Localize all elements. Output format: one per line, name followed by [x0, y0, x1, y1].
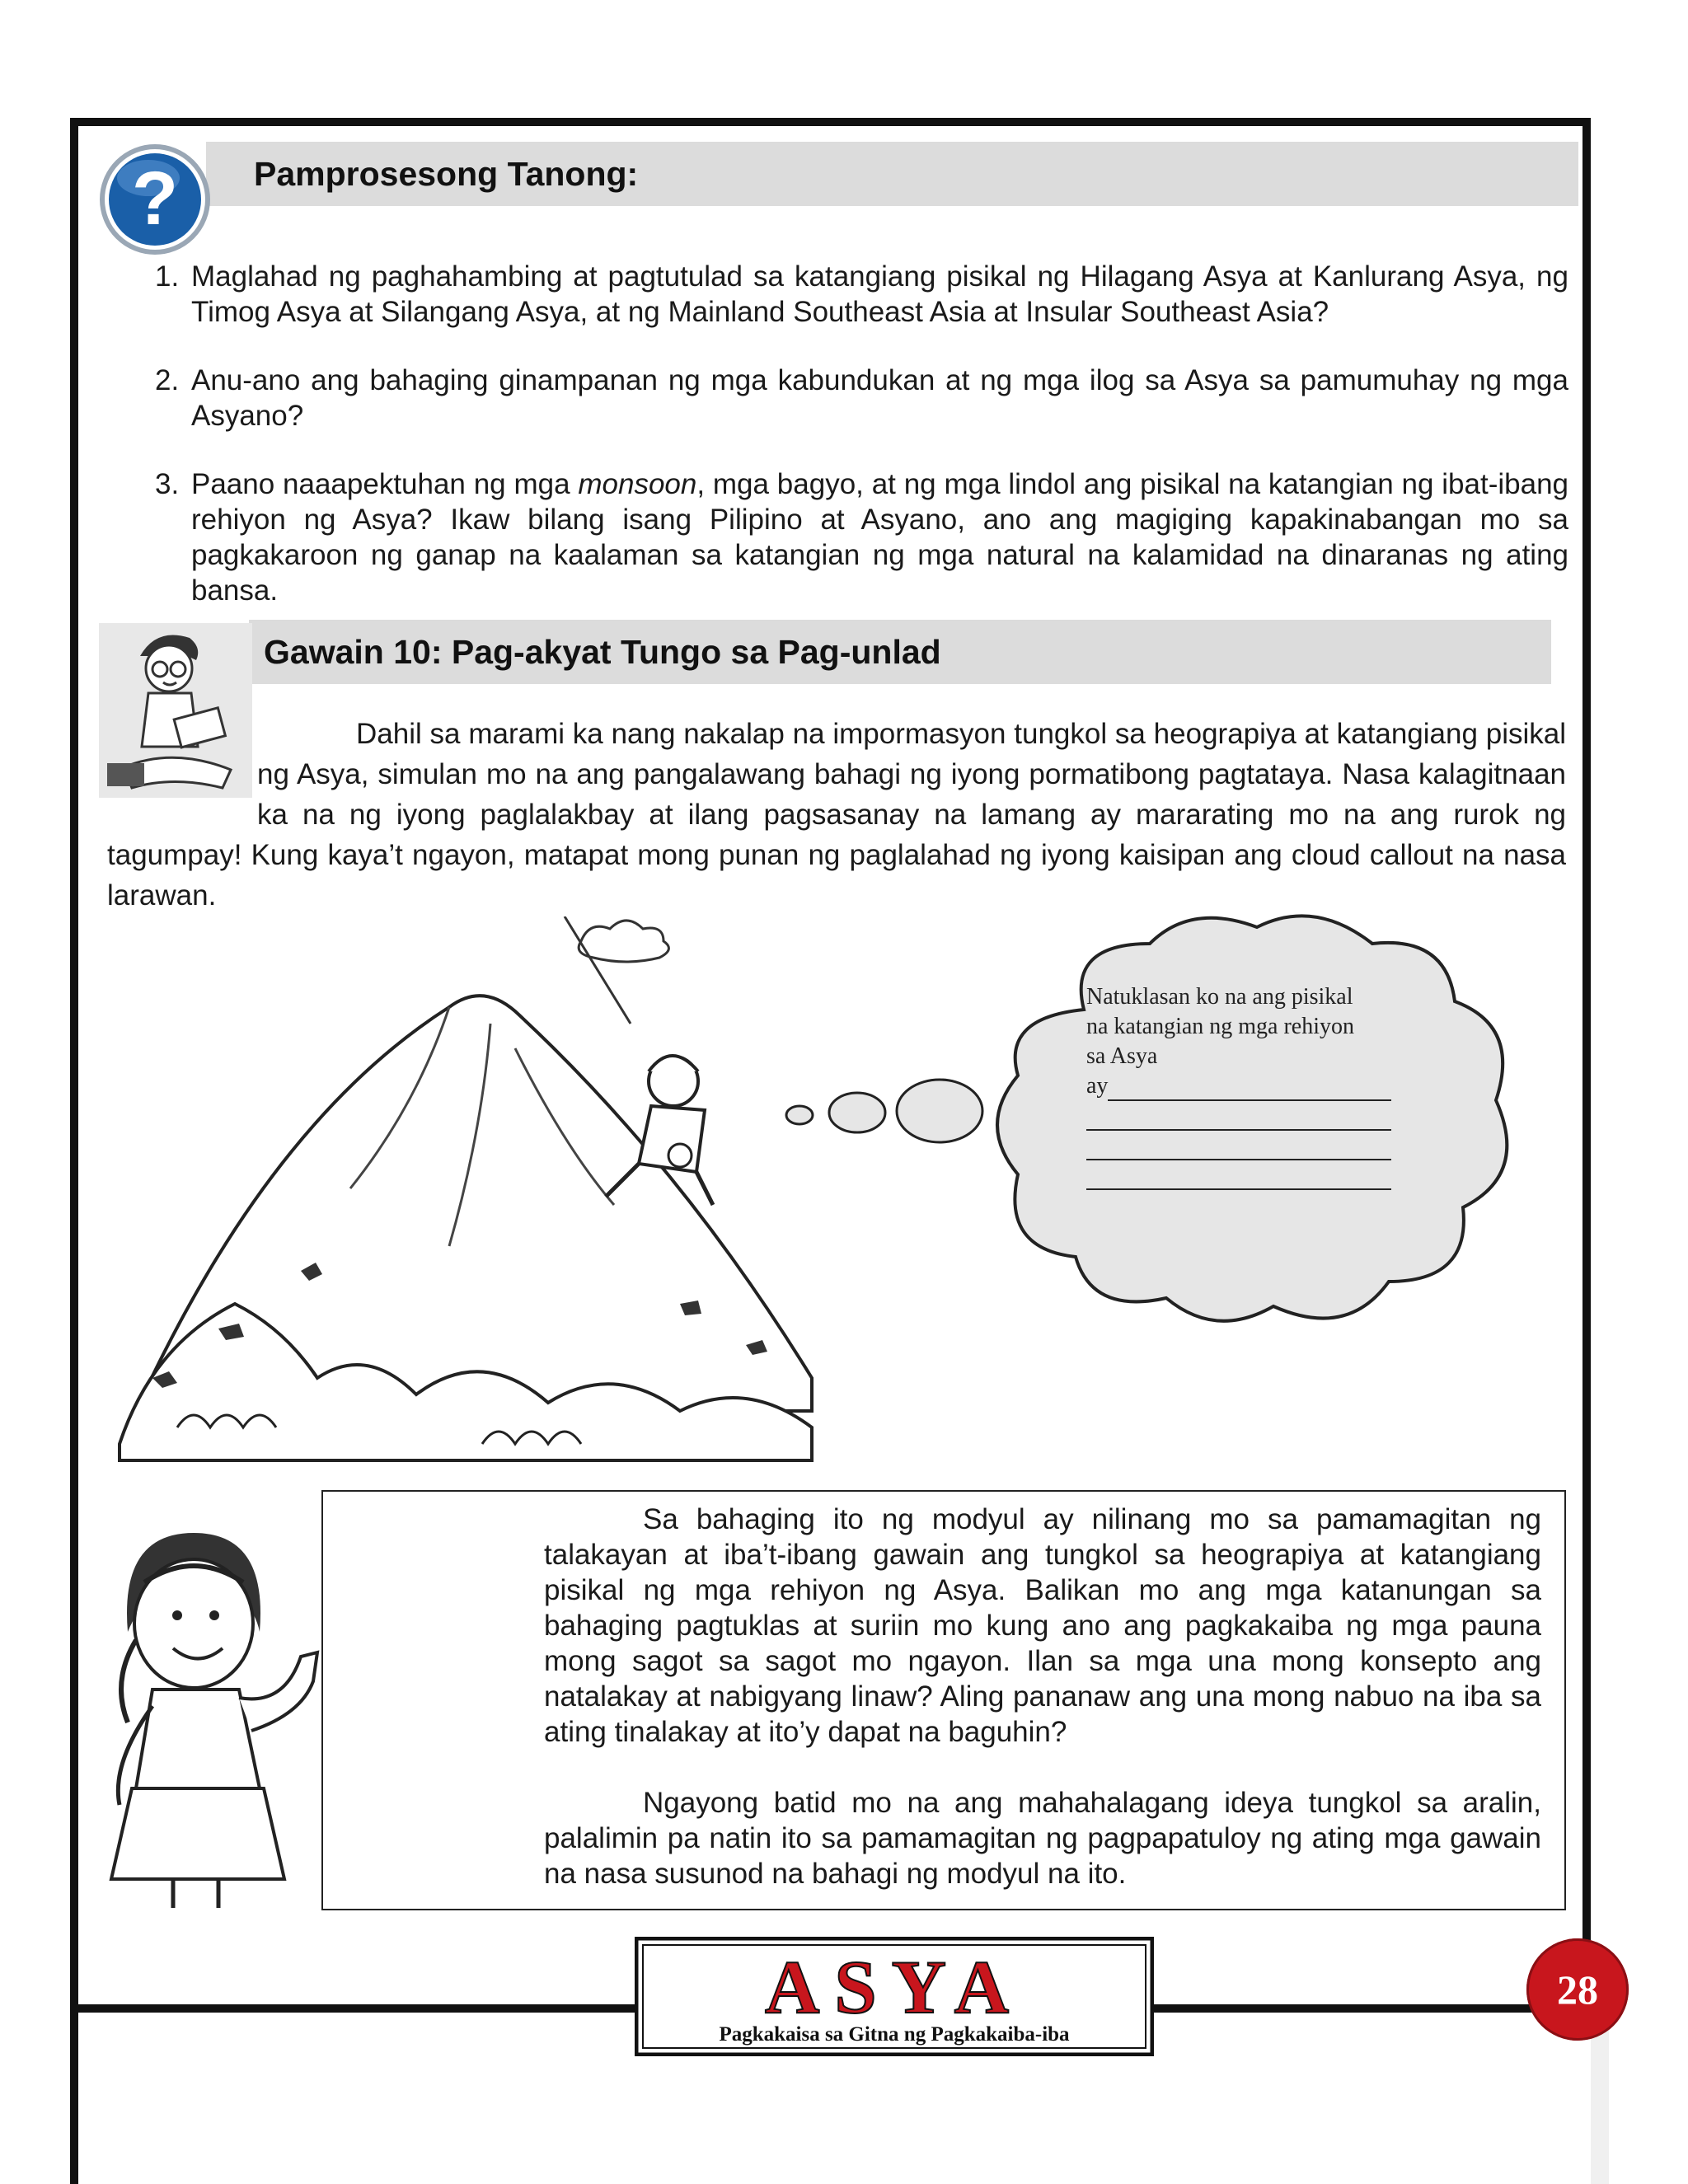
question-text-part: , mga bagyo, at ng mga lindol ang pisikal na katangian ng ibat-ibang rehiyon ng Asya? Ikaw bilang isang Pilipino at Asyano, ano ang magiging kapakinabangan mo sa pagkakaroon ng ganap na kaalaman sa katangian ng mga natural na kalamidad na dinaranas ng ating bansa.	[191, 468, 1569, 607]
blank-line[interactable]	[1086, 1131, 1391, 1160]
logo-title: ASYA	[764, 1945, 1025, 2029]
question-number: 2.	[155, 364, 180, 396]
section-title: Gawain 10: Pag-akyat Tungo sa Pag-unlad	[264, 632, 941, 671]
instructions-text: Dahil sa marami ka nang nakalap na impormasyon tungkol sa heograpiya at katangiang pisikal ng Asya, simulan mo na ang pangalawang bahagi ng iyong pormatibong pagtataya. Nasa kalagitnaan ka na ng iyong paglalakbay at ilang pagsasanay na lamang ay mararating mo na ang rurok ng tagumpay! Kung kaya’t ngayon, matapat mong punan ng paglalahad ng iyong kaisipan ang cloud callout na nasa larawan.	[107, 718, 1566, 912]
mountain-climber-illustration	[103, 916, 927, 1477]
cloud-line: sa Asya	[1086, 1043, 1158, 1069]
thought-bubbles	[775, 1063, 989, 1154]
cloud-line: Natuklasan ko na ang pisikal	[1086, 984, 1353, 1010]
question-item	[155, 363, 1568, 434]
cloud-line: ay	[1086, 1073, 1109, 1099]
page-frame-top	[70, 118, 1591, 126]
question-text	[191, 466, 1568, 608]
summary-paragraph: Ngayong batid mo na ang mahahalagang ideya tungkol sa aralin, palalimin pa natin ito sa pamamagitan ng pagpapatuloy ng ating mga gawain na nasa susunod na bahagi ng modyul na ito.	[544, 1787, 1541, 1890]
section-heading-gawain-10	[249, 620, 1551, 684]
summary-text	[544, 1502, 1541, 1927]
blank-line[interactable]	[1086, 1101, 1391, 1131]
question-item	[155, 466, 1568, 608]
question-number: 1.	[155, 260, 180, 293]
summary-paragraph: Sa bahaging ito ng modyul ay nilinang mo sa pamamagitan ng talakayan at iba’t-ibang gawain ang tungkol sa heograpiya at katangiang pisikal ng mga rehiyon ng Asya. Balikan mo ang mga katanungan sa bahaging pagtuklas at suriin mo kung ano ang pagkakaiba ng mga pauna mong sagot sa sagot mo ngayon. Ilan sa mga una mong konsepto ang natalakay at nabigyang linaw? Aling pananaw ang una mong nabuo na iba sa ating tinalakay at ito’y dapat na baguhin?	[544, 1503, 1541, 1748]
question-text: Maglahad ng paghahambing at pagtutulad sa katangiang pisikal ng Hilagang Asya at Kanlurang Asya, ng Timog Asya at Silangang Asya, at ng Mainland Southeast Asia at Insular Southeast Asia?	[191, 260, 1568, 328]
cloud-line: na katangian ng mga rehiyon	[1086, 1014, 1355, 1039]
page-number-badge	[1526, 1938, 1629, 2041]
question-text: Anu-ano ang bahaging ginampanan ng mga kabundukan at ng mga ilog sa Asya sa pamumuhay ng mga Asyano?	[191, 364, 1568, 432]
cloud-answer-line	[1086, 1071, 1391, 1101]
page-frame-right	[1582, 118, 1591, 2019]
page-edge-shade	[1591, 2013, 1609, 2184]
question-number: 3.	[155, 468, 180, 500]
activity-instructions	[107, 714, 1566, 916]
cloud-callout-text	[1086, 982, 1391, 1190]
girl-thumbs-up-illustration	[95, 1516, 342, 1912]
blank-line[interactable]	[1086, 1160, 1391, 1190]
svg-text:?: ?	[131, 157, 179, 241]
logo-subtitle: Pagkakaisa sa Gitna ng Pagkakaiba-iba	[719, 2023, 1070, 2046]
section-title: Pamprosesong Tanong:	[254, 154, 639, 193]
illustration-spacer	[107, 714, 257, 829]
question-list	[155, 259, 1568, 641]
question-item	[155, 259, 1568, 330]
blank-line[interactable]	[1108, 1071, 1391, 1101]
question-text-part: Paano naaapektuhan ng mga	[191, 468, 579, 500]
asya-logo	[635, 1937, 1154, 2056]
question-mark-icon	[97, 142, 213, 257]
page-number: 28	[1557, 1966, 1598, 2013]
page-frame-left	[70, 118, 78, 2184]
question-text-italic: monsoon	[578, 468, 697, 500]
section-heading-pamprosesong-tanong	[206, 142, 1578, 206]
